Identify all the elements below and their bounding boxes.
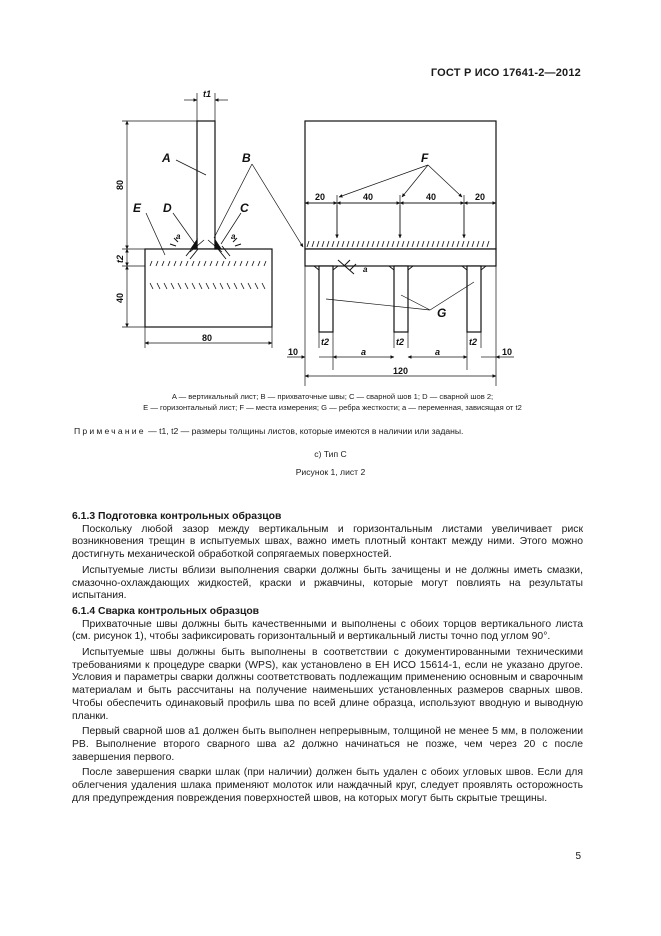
dim-120-total: 120 — [393, 366, 409, 376]
paragraph: Первый сварной шов a1 должен быть выполнен непрерывным, толщиной не менее 5 мм, в положении PB. Выполнение второго сварного шва a2 должно начинаться не позже, чем через 20 с после завершения первого. — [72, 726, 583, 763]
document-id: ГОСТ Р ИСО 17641-2—2012 — [430, 67, 581, 79]
section-heading-6-1-3: 6.1.3 Подготовка контрольных образцов — [72, 511, 282, 522]
section-heading-6-1-4: 6.1.4 Сварка контрольных образцов — [72, 605, 260, 617]
figure-subcaption: с) Тип C — [314, 449, 347, 459]
page-number: 5 — [575, 851, 581, 862]
legend-line-2: E — горизонтальный лист; F — места измерения; G — ребра жесткости; a — переменная, зависящая от t2 — [143, 403, 522, 412]
dim-40-right: 40 — [426, 192, 437, 202]
fillet-weld-right — [215, 240, 221, 249]
label-D: D — [163, 201, 172, 215]
dim-80-horizontal: 80 — [202, 333, 213, 343]
fillet-weld-left — [191, 240, 197, 249]
label-G: G — [437, 306, 447, 320]
dim-40-left: 40 — [363, 192, 374, 202]
paragraph: Испытуемые листы вблизи выполнения сварки должны быть зачищены и не должны иметь смазки, смазочно-охлаждающих жидкостей, краски и ржавчины, которые могут повлиять на результаты испытания. — [72, 564, 583, 602]
figure-caption: Рисунок 1, лист 2 — [295, 467, 366, 477]
dim-10-left: 10 — [288, 347, 299, 357]
paragraph: После завершения сварки шлак (при наличии) должен быть удален с обоих угловых швов. Если для облегчения удаления шлака применяют молоток или наждачный круг, следует проявлять осторожность для предупреждения повреждения поверхностей швов, на которых могут быть скрытые трещины. — [72, 767, 583, 804]
horizontal-plate-front — [305, 249, 496, 266]
label-a-left: a — [176, 232, 181, 241]
label-t2-stiffener-1: t2 — [321, 337, 330, 347]
label-A: A — [162, 151, 171, 165]
label-a-right: a — [231, 232, 236, 241]
label-t2-stiffener-3: t2 — [469, 337, 478, 347]
dim-20-right: 20 — [475, 192, 486, 202]
paragraph: Поскольку любой зазор между вертикальным и горизонтальным листами увеличивает риск возникновения трещин в испытуемых швах, важно иметь плотный контакт между ними. Этого можно достигнуть механической обработкой сопрягаемых поверхностей. — [72, 523, 583, 561]
body-text — [72, 511, 583, 808]
paragraph: Прихваточные швы должны быть качественными и выполнены с обоих торцов вертикального листа (см. рисунок 1), чтобы зафиксировать горизонтальный и вертикальный листы точно под углом 90°. — [72, 618, 583, 643]
figure-legend — [60, 391, 605, 413]
dim-80-vertical: 80 — [115, 179, 125, 190]
paragraph: Испытуемые швы должны быть выполнены в соответствии с документированными техническими требованиями к процедуре сварки (WPS), как установлено в ЕН ИСО 15614-1, если не указано другое. Условия и параметры сварки должны соответствовать подлежащим применению основным и сварочным материалам и быть рассчитаны на получение наименьших установленных размеров сварных швов. Чтобы обеспечить одинаковый профиль шва по всей длине образца, используют вводную и выводную планки. — [72, 647, 583, 722]
left-view — [122, 93, 303, 348]
dim-20-left: 20 — [315, 192, 326, 202]
note-text: — t1, t2 — размеры толщины листов, которые имеются в наличии или заданы. — [148, 426, 464, 436]
label-t1: t1 — [203, 89, 212, 99]
label-t2-stiffener-2: t2 — [396, 337, 405, 347]
dim-a-right: a — [435, 347, 441, 357]
label-E: E — [133, 201, 142, 215]
figure-type-c — [0, 0, 661, 400]
label-a-weld: a — [363, 265, 368, 274]
stiffener-2 — [394, 266, 408, 332]
label-F: F — [421, 151, 429, 165]
legend-line-1: A — вертикальный лист; B — прихваточные швы; C — сварной шов 1; D — сварной шов 2; — [171, 392, 494, 401]
dim-40-vertical: 40 — [115, 292, 125, 303]
note-label: Примечание — [74, 426, 146, 436]
vertical-plate — [197, 121, 215, 249]
dim-a-left: a — [361, 347, 367, 357]
label-t2-left: t2 — [115, 254, 125, 263]
figure-note — [74, 426, 463, 436]
label-C: C — [240, 201, 249, 215]
vertical-plate-front — [305, 121, 496, 249]
label-B: B — [242, 151, 251, 165]
dim-10-right: 10 — [502, 347, 513, 357]
stiffener-3 — [467, 266, 481, 332]
